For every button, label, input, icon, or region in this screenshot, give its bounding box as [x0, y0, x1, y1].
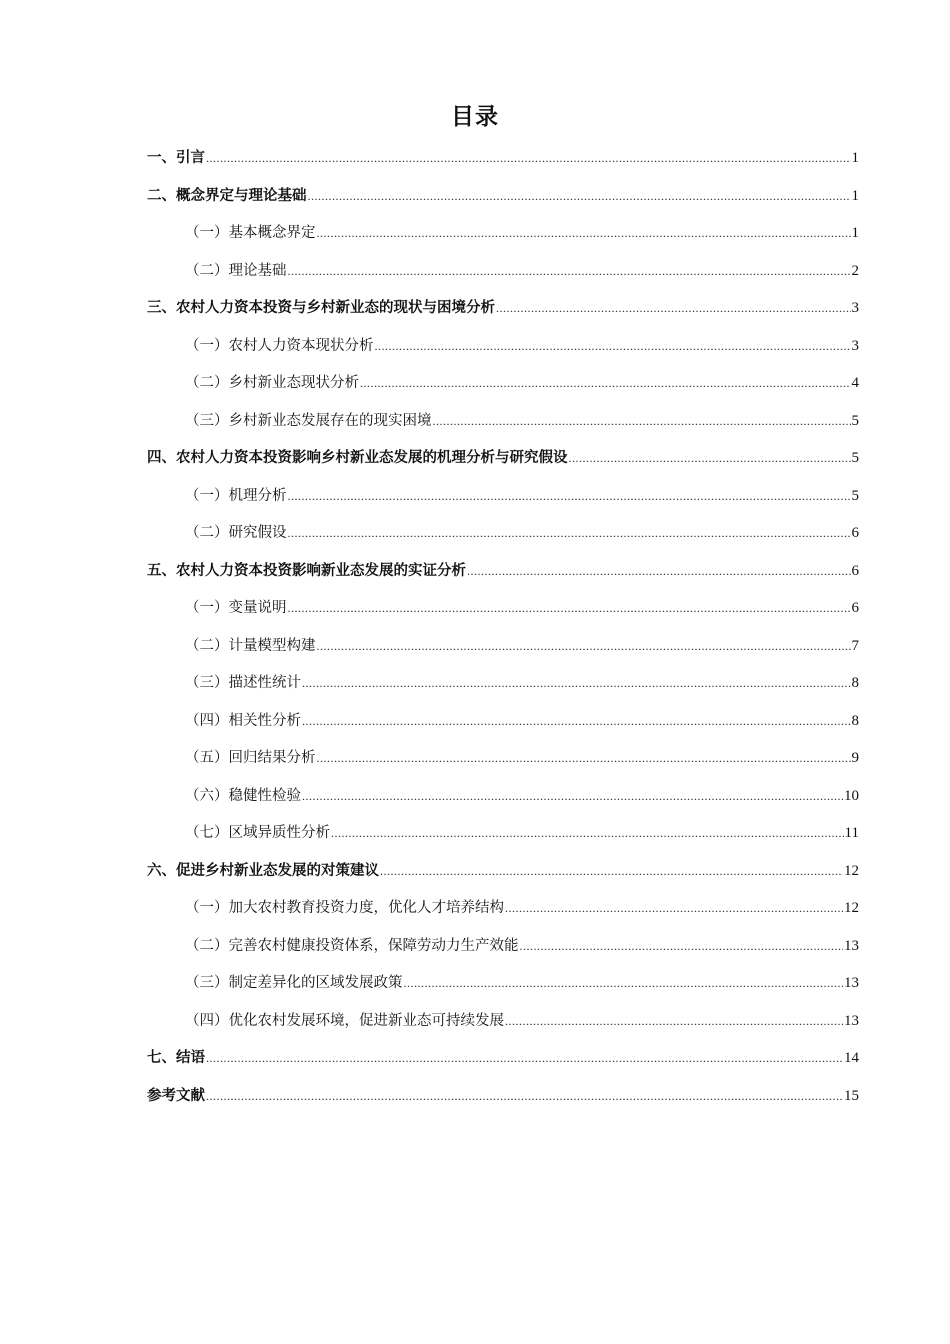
toc-page-number: 2 [851, 262, 859, 279]
toc-page-number: 3 [851, 337, 859, 354]
toc-entry-label: （四）相关性分析 [185, 712, 301, 729]
toc-section-entry[interactable] [147, 1040, 859, 1078]
toc-dot-leader [569, 440, 851, 478]
toc-section-entry[interactable] [147, 290, 859, 328]
toc-entry-label: （二）计量模型构建 [185, 637, 316, 654]
toc-page-number: 6 [851, 525, 859, 541]
toc-dot-leader [302, 665, 851, 703]
toc-dot-leader [206, 1040, 843, 1078]
toc-page-number: 9 [851, 750, 859, 766]
toc-page-number: 1 [851, 187, 859, 204]
toc-entry-label: 一、引言 [147, 150, 205, 166]
toc-entry-label: 七、结语 [147, 1050, 205, 1066]
toc-dot-leader [302, 778, 843, 816]
toc-subsection-entry[interactable] [147, 703, 859, 741]
toc-page-number: 12 [844, 862, 859, 879]
toc-dot-leader [317, 628, 851, 666]
toc-page-number: 13 [844, 975, 859, 991]
toc-entry-label: 四、农村人力资本投资影响乡村新业态发展的机理分析与研究假设 [147, 450, 568, 466]
toc-entry-label: （一）变量说明 [185, 600, 287, 616]
toc-subsection-entry[interactable] [147, 965, 859, 1003]
toc-page-number: 8 [851, 712, 859, 729]
toc-page-number: 6 [851, 562, 859, 579]
toc-page-number: 1 [851, 225, 859, 241]
toc-section-entry[interactable] [147, 440, 859, 478]
toc-entry-label: （一）基本概念界定 [185, 225, 316, 241]
table-of-contents [147, 140, 859, 1115]
toc-entry-label: （一）加大农村教育投资力度，优化人才培养结构 [185, 900, 504, 916]
toc-dot-leader [433, 403, 851, 441]
toc-entry-label: （五）回归结果分析 [185, 750, 316, 766]
toc-dot-leader [206, 1078, 843, 1116]
toc-dot-leader [288, 478, 851, 516]
toc-page-number: 7 [851, 637, 859, 654]
toc-dot-leader [288, 515, 851, 553]
toc-dot-leader [505, 1003, 843, 1041]
toc-dot-leader [375, 328, 851, 366]
toc-entry-label: （六）稳健性检验 [185, 787, 301, 804]
toc-subsection-entry[interactable] [147, 1003, 859, 1041]
toc-dot-leader [496, 290, 851, 328]
toc-page-number: 11 [844, 825, 859, 841]
toc-entry-label: 参考文献 [147, 1087, 205, 1104]
toc-subsection-entry[interactable] [147, 365, 859, 403]
toc-dot-leader [331, 815, 844, 853]
toc-entry-label: （二）理论基础 [185, 262, 287, 279]
toc-subsection-entry[interactable] [147, 515, 859, 553]
toc-page-number: 13 [844, 1012, 859, 1029]
toc-dot-leader [505, 890, 843, 928]
toc-subsection-entry[interactable] [147, 628, 859, 666]
toc-page-number: 3 [851, 300, 859, 316]
toc-dot-leader [520, 928, 844, 966]
toc-dot-leader [206, 140, 851, 178]
toc-dot-leader [467, 553, 851, 591]
toc-page-number: 6 [851, 600, 859, 616]
toc-entry-label: （三）乡村新业态发展存在的现实困境 [185, 412, 432, 429]
toc-subsection-entry[interactable] [147, 890, 859, 928]
toc-dot-leader [317, 215, 851, 253]
toc-entry-label: 二、概念界定与理论基础 [147, 187, 307, 204]
toc-entry-label: （二）研究假设 [185, 525, 287, 541]
toc-entry-label: （一）农村人力资本现状分析 [185, 337, 374, 354]
toc-page-number: 15 [844, 1087, 859, 1104]
toc-page-number: 5 [851, 487, 859, 504]
toc-page-number: 8 [851, 675, 859, 691]
toc-page-number: 12 [844, 900, 859, 916]
toc-subsection-entry[interactable] [147, 665, 859, 703]
toc-dot-leader [404, 965, 844, 1003]
toc-dot-leader [288, 590, 851, 628]
toc-entry-label: （三）制定差异化的区域发展政策 [185, 975, 403, 991]
toc-page-number: 14 [844, 1050, 859, 1066]
page-title: 目录 [451, 104, 499, 130]
toc-section-entry[interactable] [147, 553, 859, 591]
toc-section-entry[interactable] [147, 853, 859, 891]
toc-subsection-entry[interactable] [147, 590, 859, 628]
toc-entry-label: （二）乡村新业态现状分析 [185, 375, 359, 391]
toc-section-entry[interactable] [147, 140, 859, 178]
toc-page-number: 4 [851, 375, 859, 391]
toc-entry-label: （二）完善农村健康投资体系，保障劳动力生产效能 [185, 937, 519, 954]
toc-dot-leader [288, 253, 851, 291]
toc-dot-leader [302, 703, 851, 741]
toc-dot-leader [317, 740, 851, 778]
toc-section-entry[interactable] [147, 1078, 859, 1116]
toc-subsection-entry[interactable] [147, 815, 859, 853]
toc-entry-label: 五、农村人力资本投资影响新业态发展的实证分析 [147, 562, 466, 579]
toc-dot-leader [308, 178, 851, 216]
toc-page-number: 13 [844, 937, 859, 954]
toc-subsection-entry[interactable] [147, 253, 859, 291]
toc-entry-label: （一）机理分析 [185, 487, 287, 504]
toc-section-entry[interactable] [147, 178, 859, 216]
toc-dot-leader [360, 365, 851, 403]
toc-entry-label: 三、农村人力资本投资与乡村新业态的现状与困境分析 [147, 300, 495, 316]
toc-subsection-entry[interactable] [147, 928, 859, 966]
toc-page-number: 1 [851, 150, 859, 166]
toc-subsection-entry[interactable] [147, 403, 859, 441]
toc-page-number: 5 [851, 412, 859, 429]
toc-subsection-entry[interactable] [147, 215, 859, 253]
toc-subsection-entry[interactable] [147, 328, 859, 366]
toc-entry-label: （四）优化农村发展环境，促进新业态可持续发展 [185, 1012, 504, 1029]
toc-page-number: 10 [844, 787, 859, 804]
toc-entry-label: （三）描述性统计 [185, 675, 301, 691]
toc-entry-label: （七）区域异质性分析 [185, 825, 330, 841]
toc-subsection-entry[interactable] [147, 778, 859, 816]
toc-subsection-entry[interactable] [147, 478, 859, 516]
toc-entry-label: 六、促进乡村新业态发展的对策建议 [147, 862, 379, 879]
toc-page-number: 5 [851, 450, 859, 466]
toc-subsection-entry[interactable] [147, 740, 859, 778]
toc-dot-leader [380, 853, 843, 891]
